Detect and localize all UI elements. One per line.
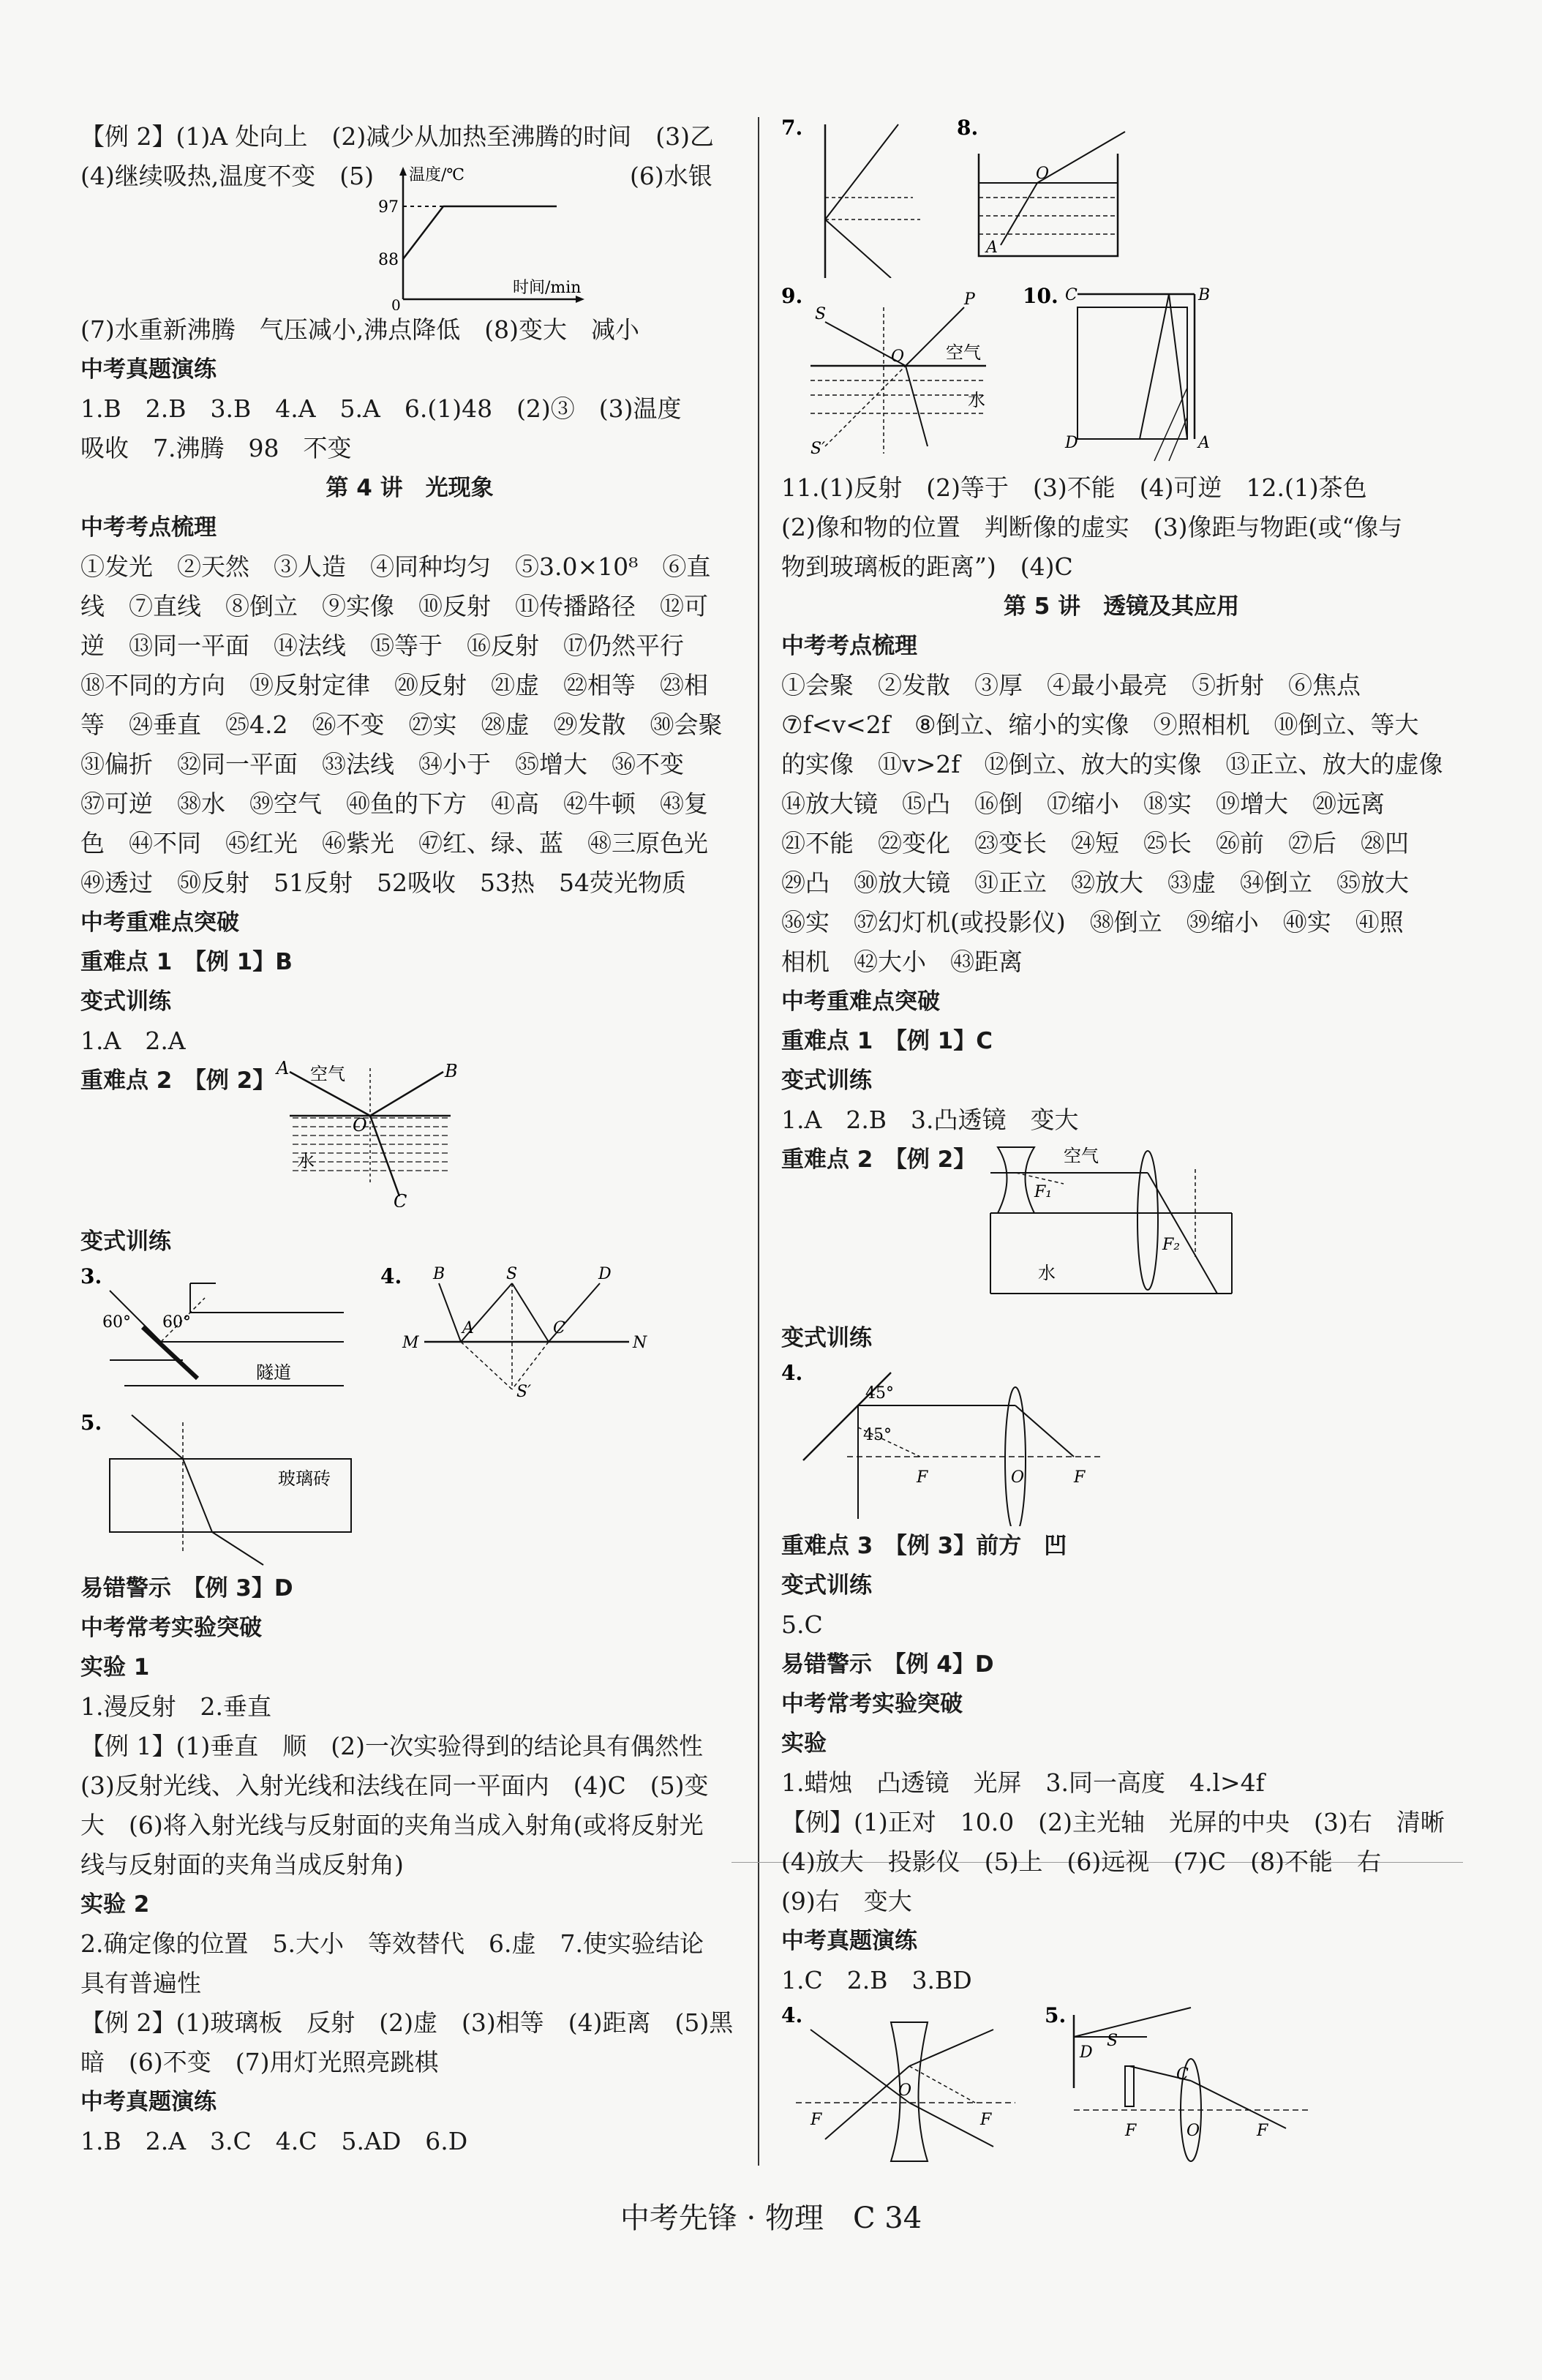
label-water: 水: [1038, 1263, 1056, 1283]
room-mirror-figure: [1023, 278, 1242, 468]
section-heading: 中考重难点突破: [781, 988, 940, 1015]
page-footer: 中考先锋 · 物理 C 34: [620, 2201, 922, 2235]
label-F2: F₂: [1162, 1236, 1181, 1254]
section-heading: 中考真题演练: [80, 2089, 217, 2115]
text-line: (4)放大 投影仪 (5)上 (6)远视 (7)C (8)不能 右: [781, 1847, 1381, 1876]
figure-number: 9.: [781, 284, 803, 308]
lesson-title: 第 5 讲 透镜及其应用: [1003, 593, 1240, 620]
text-line: 5.C: [781, 1610, 823, 1639]
label-S: S: [815, 305, 827, 323]
text-line: 相机 ㊷大小 ㊸距离: [781, 947, 1023, 976]
water-tank-figure: [957, 110, 1147, 278]
column-divider: [758, 117, 759, 2166]
label-D: D: [1080, 2043, 1093, 2062]
label-S: S: [1107, 2032, 1118, 2050]
subheading: 易错警示 【例 3】D: [80, 1575, 293, 1602]
label-F-right: F: [980, 2111, 992, 2129]
convex-lens-figure: [1045, 2000, 1323, 2169]
label-water: 水: [297, 1151, 315, 1171]
figure-row: [781, 278, 1462, 468]
figure-number: 5.: [1045, 2003, 1067, 2027]
label-A: A: [1198, 434, 1210, 452]
figure-number: 4.: [781, 1361, 803, 1385]
plane-mirror-figure: [781, 110, 928, 278]
label-S: S: [506, 1265, 518, 1283]
label-B: B: [1198, 286, 1211, 304]
text-line: 线 ⑦直线 ⑧倒立 ⑨实像 ⑩反射 ⑪传播路径 ⑫可: [80, 592, 708, 620]
text-line: 线与反射面的夹角当成反射角): [80, 1850, 404, 1879]
text-line: 大 (6)将入射光线与反射面的夹角当成入射角(或将反射光: [80, 1811, 704, 1839]
subheading: 易错警示 【例 4】D: [781, 1651, 994, 1678]
label-O: O: [1036, 165, 1050, 183]
text-line: 逆 ⑬同一平面 ⑭法线 ⑮等于 ⑯反射 ⑰仍然平行: [80, 631, 684, 660]
subheading: 重难点 2 【例 2】: [781, 1146, 977, 1173]
chart-tick-97: 97: [377, 198, 399, 217]
air-water-refraction-figure: [781, 278, 1015, 461]
label-O: O: [891, 348, 905, 366]
text-line: (9)右 变大: [781, 1887, 912, 1915]
label-water: 水: [968, 390, 985, 410]
text-line: (7)水重新沸腾 气压减小,沸点降低 (8)变大 减小: [80, 315, 639, 344]
text-line: 等 ㉔垂直 ㉕4.2 ㉖不变 ㉗实 ㉘虚 ㉙发散 ㉚会聚: [80, 710, 723, 739]
text-line: ㊱实 ㊲幻灯机(或投影仪) ㊳倒立 ㊴缩小 ㊵实 ㊶照: [781, 908, 1404, 936]
text-line: 1.B 2.A 3.C 4.C 5.AD 6.D: [80, 2127, 468, 2155]
figure-row: [781, 2000, 1462, 2169]
label-O: O: [1011, 1468, 1025, 1487]
temperature-time-chart: [374, 164, 593, 310]
figure-number: 7.: [781, 116, 803, 140]
text-line: ㉙凸 ㉚放大镜 ㉛正立 ㉜放大 ㉝虚 ㉞倒立 ㉟放大: [781, 868, 1409, 897]
text-line: ㉑不能 ㉒变化 ㉓变长 ㉔短 ㉕长 ㉖前 ㉗后 ㉘凹: [781, 829, 1409, 857]
text-line: 1.A 2.A: [80, 1026, 186, 1055]
section-heading: 中考考点梳理: [80, 514, 217, 541]
section-heading: 中考常考实验突破: [781, 1691, 963, 1717]
text-line: ⑦f<v<2f ⑧倒立、缩小的实像 ⑨照相机 ⑩倒立、等大: [781, 710, 1419, 739]
text-line: 暗 (6)不变 (7)用灯光照亮跳棋: [80, 2048, 439, 2076]
subheading: 重难点 1 【例 1】B: [80, 949, 293, 975]
label-O: O: [353, 1115, 367, 1135]
label-M: M: [402, 1334, 419, 1352]
label-N: N: [633, 1334, 647, 1352]
label-D: D: [1065, 434, 1078, 452]
angle-label: 45°: [865, 1384, 894, 1403]
lens-water-figure: [976, 1140, 1254, 1308]
tunnel-mirror-figure: [80, 1261, 358, 1400]
glass-brick-label: 玻璃砖: [278, 1468, 331, 1489]
label-air: 空气: [310, 1064, 346, 1084]
chart-origin: 0: [391, 296, 401, 310]
text-line: ①发光 ②天然 ③人造 ④同种均匀 ⑤3.0×10⁸ ⑥直: [80, 552, 711, 581]
text-line: 1.蜡烛 凸透镜 光屏 3.同一高度 4.l>4f: [781, 1768, 1265, 1797]
label-F-left: F: [1125, 2122, 1137, 2140]
figure-number: 4.: [380, 1264, 402, 1288]
text-line: (2)像和物的位置 判断像的虚实 (3)像距与物距(或“像与: [781, 513, 1403, 541]
subheading: 变式训练: [781, 1067, 872, 1094]
subheading: 重难点 1 【例 1】C: [781, 1028, 993, 1054]
chart-ylabel: 温度/℃: [408, 166, 465, 184]
figure-number: 10.: [1023, 284, 1058, 308]
label-air: 空气: [946, 342, 981, 363]
label-F-left: F: [811, 2111, 822, 2129]
label-air: 空气: [1064, 1146, 1099, 1166]
figure-row: [80, 1261, 739, 1408]
label-C: C: [1176, 2065, 1189, 2084]
label-B: B: [445, 1061, 458, 1081]
subheading: 实验: [781, 1730, 827, 1757]
section-heading: 中考真题演练: [781, 1928, 917, 1954]
label-S-prime: S′: [516, 1383, 532, 1400]
text-line: ①会聚 ②发散 ③厚 ④最小最亮 ⑤折射 ⑥焦点: [781, 671, 1361, 699]
label-F-right: F: [1257, 2122, 1268, 2140]
text-line: 1.A 2.B 3.凸透镜 变大: [781, 1105, 1079, 1134]
glass-brick-figure: [80, 1408, 388, 1569]
text-span: (6)水银: [629, 162, 712, 190]
text-line: ㊲可逆 ㊳水 ㊴空气 ㊵鱼的下方 ㊶高 ㊷牛顿 ㊸复: [80, 789, 708, 818]
text-line: 【例】(1)正对 10.0 (2)主光轴 光屏的中央 (3)右 清晰: [781, 1808, 1445, 1836]
subheading: 变式训练: [781, 1325, 872, 1351]
label-D: D: [598, 1265, 612, 1283]
text-line: 【例 2】(1)玻璃板 反射 (2)虚 (3)相等 (4)距离 (5)黑: [80, 2008, 734, 2037]
label-A: A: [986, 239, 998, 257]
reflection-refraction-figure: [275, 1061, 487, 1207]
text-line: 色 ㊹不同 ㊺红光 ㊻紫光 ㊼红、绿、蓝 ㊽三原色光: [80, 829, 708, 857]
subheading: 重难点 3 【例 3】前方 凹: [781, 1533, 1067, 1559]
section-heading: 中考真题演练: [80, 356, 217, 383]
subheading: 变式训练: [80, 1228, 171, 1255]
example-figure-row: [80, 1061, 739, 1207]
lesson-title: 第 4 讲 光现象: [326, 475, 494, 501]
angle-label: 60°: [162, 1313, 191, 1332]
text-line-with-chart: [80, 157, 739, 310]
text-line: ⑭放大镜 ⑮凸 ⑯倒 ⑰缩小 ⑱实 ⑲增大 ⑳远离: [781, 789, 1385, 818]
text-span: (4)继续吸热,温度不变 (5): [80, 162, 374, 190]
text-line: 的实像 ⑪v>2f ⑫倒立、放大的实像 ⑬正立、放大的虚像: [781, 750, 1443, 778]
subheading: 变式训练: [781, 1572, 872, 1599]
mirror-image-figure: [380, 1261, 658, 1400]
figure-number: 3.: [80, 1264, 102, 1288]
example-figure-row: [781, 1140, 1462, 1308]
label-C: C: [553, 1319, 565, 1337]
label-O: O: [1186, 2122, 1200, 2140]
subheading: 变式训练: [80, 988, 171, 1015]
subheading: 重难点 2 【例 2】: [80, 1067, 276, 1094]
label-A: A: [277, 1061, 290, 1078]
subheading: 实验 1: [80, 1654, 150, 1681]
chart-xlabel: 时间/min: [512, 279, 582, 297]
text-line: 2.确定像的位置 5.大小 等效替代 6.虚 7.使实验结论: [80, 1929, 704, 1958]
label-B: B: [433, 1265, 445, 1283]
label-A: A: [462, 1319, 474, 1337]
section-heading: 中考考点梳理: [781, 633, 917, 659]
text-line: 【例 1】(1)垂直 顺 (2)一次实验得到的结论具有偶然性: [80, 1732, 703, 1760]
label-S-prime: S′: [811, 440, 826, 458]
text-line: ㊾透过 ㊿反射 51反射 52吸收 53热 54荧光物质: [80, 868, 686, 897]
text-line: 具有普遍性: [80, 1969, 201, 1997]
left-column: [80, 117, 739, 2161]
label-C: C: [394, 1191, 407, 1207]
text-line: 1.B 2.B 3.B 4.A 5.A 6.(1)48 (2)③ (3)温度: [80, 394, 682, 423]
tunnel-label: 隧道: [256, 1362, 291, 1383]
label-F-right: F: [1074, 1468, 1086, 1487]
text-line: 吸收 7.沸腾 98 不变: [80, 434, 352, 462]
concave-lens-figure: [781, 2000, 1030, 2169]
subheading: 实验 2: [80, 1891, 150, 1918]
text-line: 【例 2】(1)A 处向上 (2)减少从加热至沸腾的时间 (3)乙: [80, 122, 715, 151]
section-heading: 中考重难点突破: [80, 909, 239, 936]
right-column: [781, 110, 1462, 2169]
figure-number: 4.: [781, 2003, 803, 2027]
label-F1: F₁: [1034, 1183, 1053, 1201]
text-line: 物到玻璃板的距离”) (4)C: [781, 552, 1073, 581]
label-C: C: [1065, 286, 1077, 304]
figure-number: 5.: [80, 1411, 102, 1435]
text-line: ㉛偏折 ㉜同一平面 ㉝法线 ㉞小于 ㉟增大 ㊱不变: [80, 750, 684, 778]
text-line: 11.(1)反射 (2)等于 (3)不能 (4)可逆 12.(1)茶色: [781, 473, 1367, 502]
text-line: (3)反射光线、入射光线和法线在同一平面内 (4)C (5)变: [80, 1771, 709, 1800]
figure-row: [781, 110, 1462, 278]
angle-label: 60°: [102, 1313, 131, 1332]
label-F-left: F: [917, 1468, 928, 1487]
text-line: 1.C 2.B 3.BD: [781, 1966, 972, 1994]
text-line: ⑱不同的方向 ⑲反射定律 ⑳反射 ㉑虚 ㉒相等 ㉓相: [80, 671, 708, 699]
figure-number: 8.: [957, 116, 979, 140]
angle-label: 45°: [863, 1426, 892, 1444]
text-line: 1.漫反射 2.垂直: [80, 1692, 271, 1721]
chart-tick-88: 88: [377, 251, 399, 269]
section-heading: 中考常考实验突破: [80, 1615, 262, 1641]
label-O: O: [898, 2081, 912, 2100]
label-P: P: [964, 290, 975, 309]
mirror-lens-figure: [781, 1358, 1132, 1526]
